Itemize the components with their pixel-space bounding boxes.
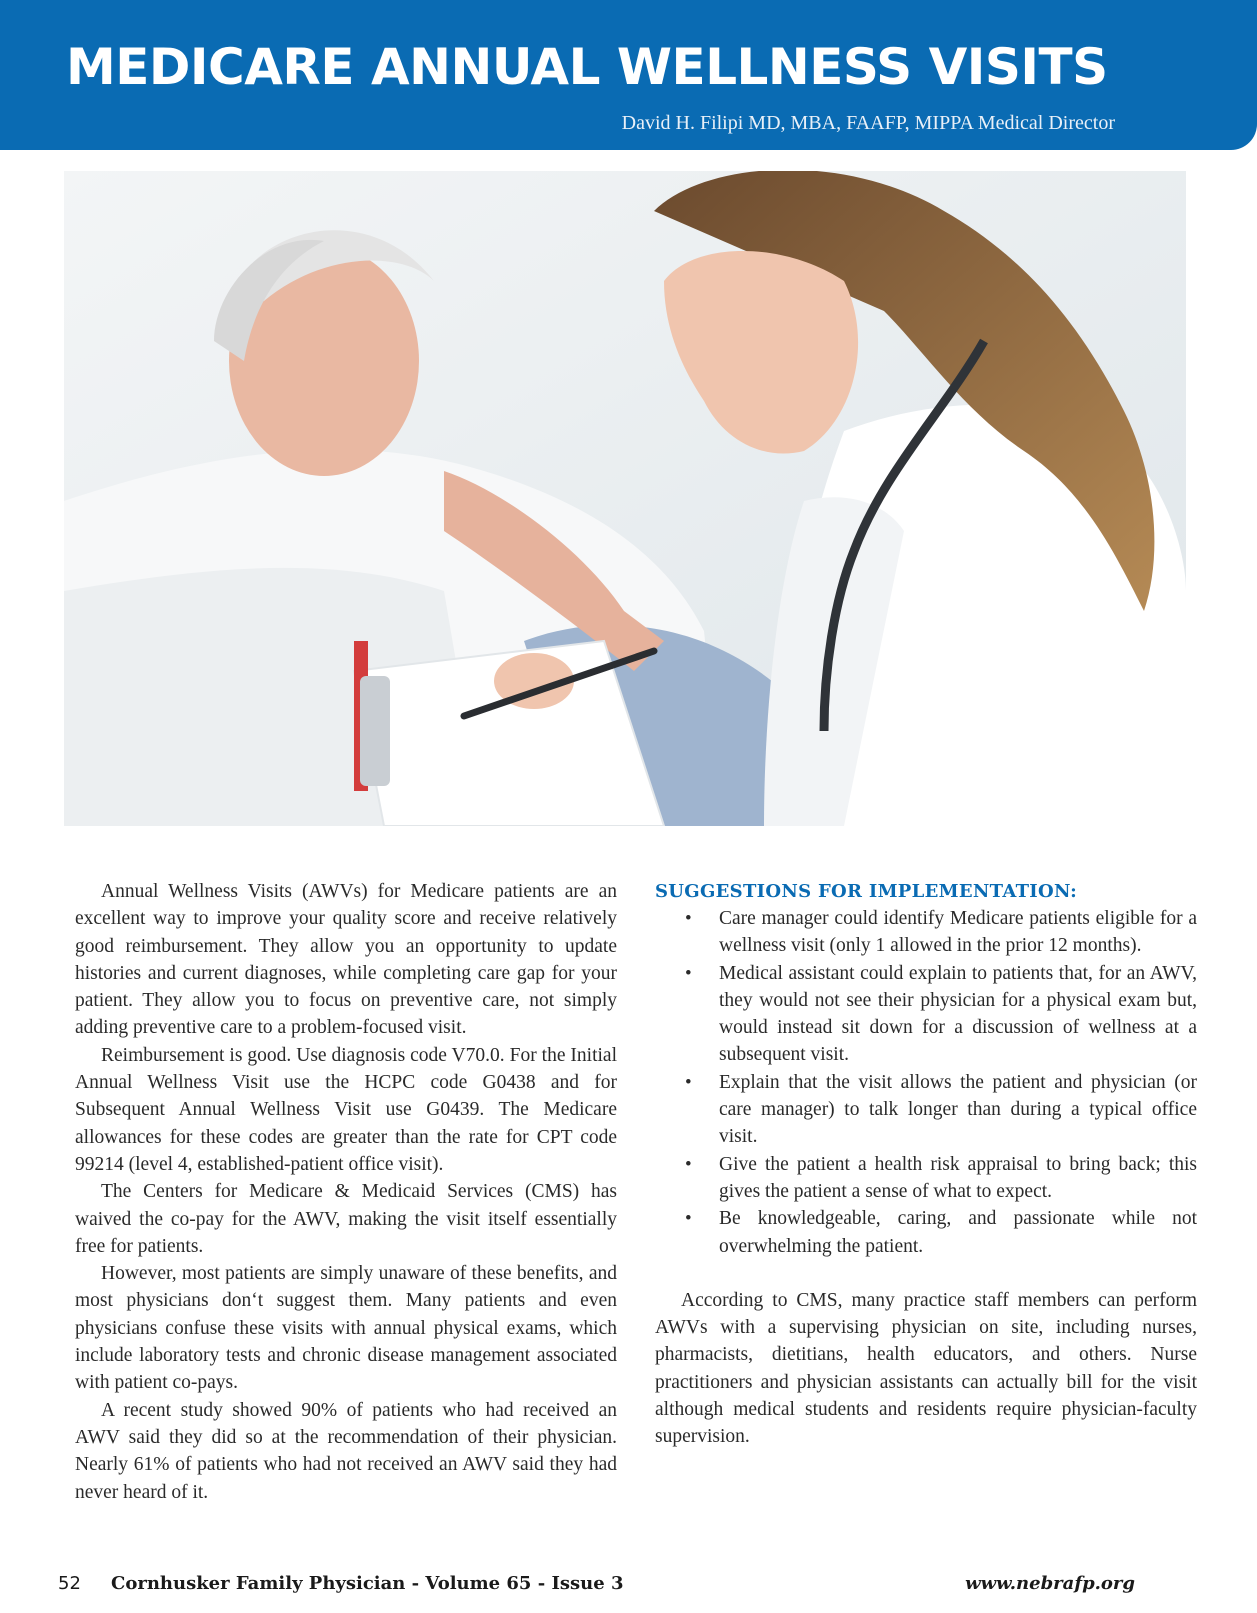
journal-name: Cornhusker Family Physician - Volume 65 - Issue 3 xyxy=(111,1573,624,1594)
list-item: • Be knowledgeable, caring, and passionate while not overwhelming the patient. xyxy=(655,1205,1197,1260)
list-item: • Care manager could identify Medicare patients eligible for a wellness visit (only 1 allowed in the prior 12 months). xyxy=(655,905,1197,960)
article-title: MEDICARE ANNUAL WELLNESS VISITS xyxy=(66,38,1108,96)
doctor-patient-photo xyxy=(64,171,1186,826)
list-item: • Medical assistant could explain to patients that, for an AWV, they would not see their physician for a physical exam but, would instead sit down for a discussion of wellness at a subsequent visit. xyxy=(655,960,1197,1069)
page-number: 52 xyxy=(58,1573,81,1594)
paragraph: The Centers for Medicare & Medicaid Services (CMS) has waived the co-pay for the AWV, making the visit itself essentially free for patients. xyxy=(75,1181,617,1257)
list-item: • Give the patient a health risk appraisal to bring back; this gives the patient a sense of what to expect. xyxy=(655,1151,1197,1206)
right-column xyxy=(655,878,1197,1451)
title-banner xyxy=(0,0,1257,150)
closing-paragraph: According to CMS, many practice staff members can perform AWVs with a supervising physician on site, including nurses, pharmacists, dietitians, health educators, and others. Nurse practitioners and physician assistants can actually bill for the visit although medical students and residents require physician-faculty supervision. xyxy=(655,1289,1197,1448)
paragraph: A recent study showed 90% of patients who had received an AWV said they did so at the recommendation of their physician. Nearly 61% of patients who had not received an AWV said they had never heard of it. xyxy=(75,1399,617,1503)
list-item: • Explain that the visit allows the patient and physician (or care manager) to talk longer than during a typical office visit. xyxy=(655,1069,1197,1151)
paragraph: Annual Wellness Visits (AWVs) for Medicare patients are an excellent way to improve your quality score and receive relatively good reimbursement. They allow you an opportunity to update histories and current diagnoses, while completing care gap for your patient. They allow you to focus on preventive care, not simply adding preventive care to a problem-focused visit. xyxy=(75,881,617,1039)
suggestion-list xyxy=(655,905,1197,1260)
paragraph: However, most patients are simply unaware of these benefits, and most physicians don‘t suggest them. Many patients and even physicians confuse these visits with annual physical exams, which include laboratory tests and chronic disease management associated with patient co-pays. xyxy=(75,1263,617,1394)
left-column xyxy=(75,878,617,1506)
page-footer xyxy=(0,1573,1257,1603)
spacer xyxy=(655,1260,1197,1287)
website-link[interactable]: www.nebrafp.org xyxy=(965,1573,1135,1594)
paragraph: Reimbursement is good. Use diagnosis code V70.0. For the Initial Annual Wellness Visit use the HCPC code G0438 and for Subsequent Annual Wellness Visit use G0439. The Medicare allowances for these codes are greater than the rate for CPT code 99214 (level 4, established-patient office visit). xyxy=(75,1044,617,1175)
section-heading: SUGGESTIONS FOR IMPLEMENTATION: xyxy=(655,881,1078,902)
author-byline: David H. Filipi MD, MBA, FAAFP, MIPPA Medical Director xyxy=(621,112,1115,134)
photo-illustration xyxy=(64,171,1186,826)
